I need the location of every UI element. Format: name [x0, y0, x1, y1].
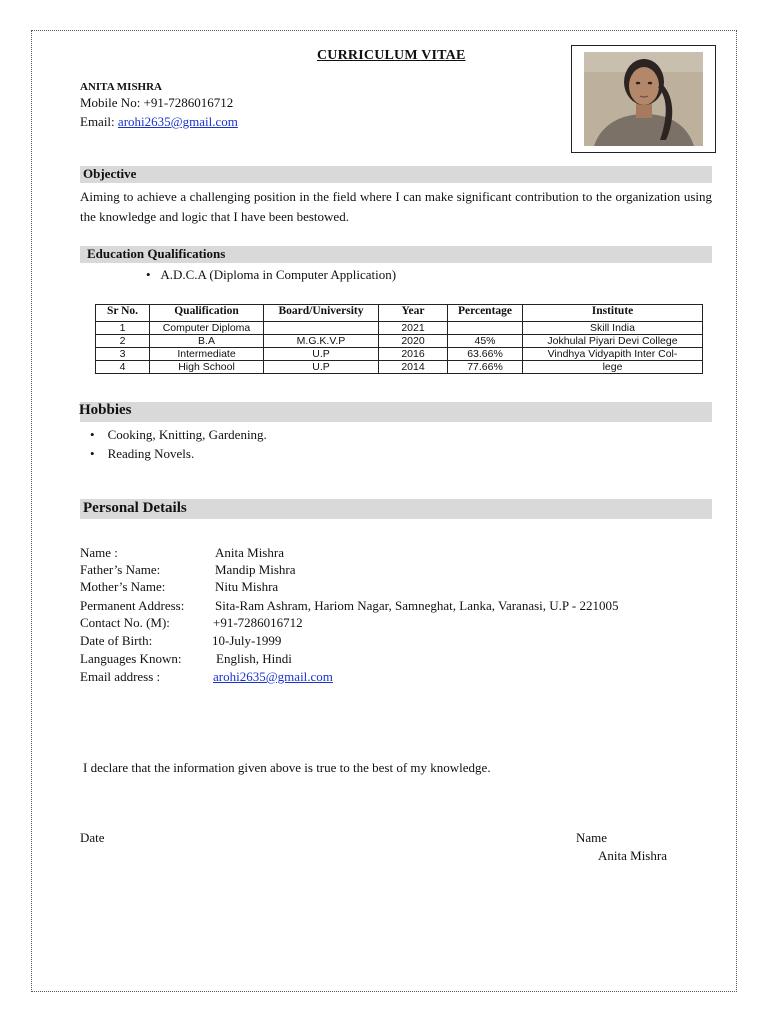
personal-heading: Personal Details: [83, 500, 187, 516]
email-prefix: Email:: [80, 114, 118, 129]
table-row: [96, 361, 703, 374]
hobby-text: Reading Novels.: [107, 446, 195, 461]
personal-value: Nitu Mishra: [215, 579, 279, 594]
personal-label: Mother’s Name:: [80, 579, 166, 594]
personal-value: Sita-Ram Ashram, Hariom Nagar, Samneghat, Lanka, Varanasi, U.P - 221005: [215, 598, 619, 613]
column-header: Institute: [523, 305, 703, 322]
personal-label: Email address :: [80, 669, 161, 684]
hobbies-heading-bar: [80, 402, 712, 422]
personal-value: Anita Mishra: [215, 545, 284, 560]
table-cell: Skill India: [523, 322, 703, 335]
table-cell: B.A: [150, 335, 264, 348]
date-label: Date: [80, 830, 105, 845]
table-cell: Intermediate: [150, 348, 264, 361]
document-title: CURRICULUM VITAE: [317, 48, 466, 63]
signature-name-label: Name: [576, 830, 608, 845]
column-header: Board/University: [264, 305, 379, 322]
table-row: [96, 335, 703, 348]
personal-label: Languages Known:: [80, 651, 182, 666]
candidate-name: ANITA MISHRA: [80, 81, 163, 93]
table-cell: 77.66%: [448, 361, 523, 374]
column-header: Year: [379, 305, 448, 322]
personal-value: Mandip Mishra: [215, 562, 296, 577]
table-cell: 2020: [379, 335, 448, 348]
personal-email-link[interactable]: arohi2635@gmail.com: [213, 669, 333, 684]
table-cell: 2: [96, 335, 150, 348]
personal-label: Permanent Address:: [80, 598, 185, 613]
personal-label: Contact No. (M):: [80, 615, 170, 630]
column-header: Percentage: [448, 305, 523, 322]
table-row: [96, 322, 703, 335]
objective-heading: Objective: [83, 166, 137, 181]
objective-heading-bar: [80, 166, 712, 183]
signature-name: Anita Mishra: [598, 848, 667, 863]
education-heading: Education Qualifications: [87, 246, 226, 261]
table-cell: Jokhulal Piyari Devi College: [523, 335, 703, 348]
hobby-item: [90, 446, 194, 462]
table-cell: High School: [150, 361, 264, 374]
bullet-dot: •: [146, 267, 151, 282]
table-cell: 4: [96, 361, 150, 374]
education-bullet: [146, 267, 396, 283]
table-cell: Computer Diploma: [150, 322, 264, 335]
hobbies-heading: Hobbies: [79, 402, 132, 418]
personal-value: +91-7286016712: [213, 615, 303, 630]
education-bullet-text: A.D.C.A (Diploma in Computer Application): [160, 267, 397, 282]
personal-label: Father’s Name:: [80, 562, 161, 577]
table-cell: Vindhya Vidyapith Inter Col-: [523, 348, 703, 361]
email-line: [80, 114, 238, 130]
table-cell: 2016: [379, 348, 448, 361]
bullet-dot: •: [90, 446, 95, 461]
table-cell: 3: [96, 348, 150, 361]
personal-value: 10-July-1999: [212, 633, 282, 648]
hobby-item: [90, 427, 267, 443]
table-cell: U.P: [264, 361, 379, 374]
table-cell: 45%: [448, 335, 523, 348]
table-cell: 63.66%: [448, 348, 523, 361]
table-cell: 1: [96, 322, 150, 335]
table-cell: [448, 322, 523, 335]
table-cell: 2014: [379, 361, 448, 374]
column-header: Qualification: [150, 305, 264, 322]
hobby-text: Cooking, Knitting, Gardening.: [107, 427, 267, 442]
table-cell: U.P: [264, 348, 379, 361]
mobile-number: Mobile No: +91-7286016712: [80, 95, 234, 110]
declaration-text: I declare that the information given above is true to the best of my knowledge.: [83, 760, 491, 775]
email-link[interactable]: arohi2635@gmail.com: [117, 114, 238, 129]
table-cell: [264, 322, 379, 335]
bullet-dot: •: [90, 427, 95, 442]
table-cell: M.G.K.V.P: [264, 335, 379, 348]
profile-photo: [584, 52, 703, 146]
table-cell: lege: [523, 361, 703, 374]
table-row: [96, 348, 703, 361]
table-header-row: [96, 305, 703, 322]
profile-photo-frame: [571, 45, 716, 153]
education-table: [95, 304, 703, 374]
personal-value: English, Hindi: [216, 651, 292, 666]
objective-text: Aiming to achieve a challenging position in the field where I can make significant contribution to the organization using the knowledge and logic that I have been bestowed.: [80, 189, 712, 224]
personal-label: Date of Birth:: [80, 633, 153, 648]
table-cell: 2021: [379, 322, 448, 335]
column-header: Sr No.: [96, 305, 150, 322]
personal-label: Name :: [80, 545, 118, 560]
